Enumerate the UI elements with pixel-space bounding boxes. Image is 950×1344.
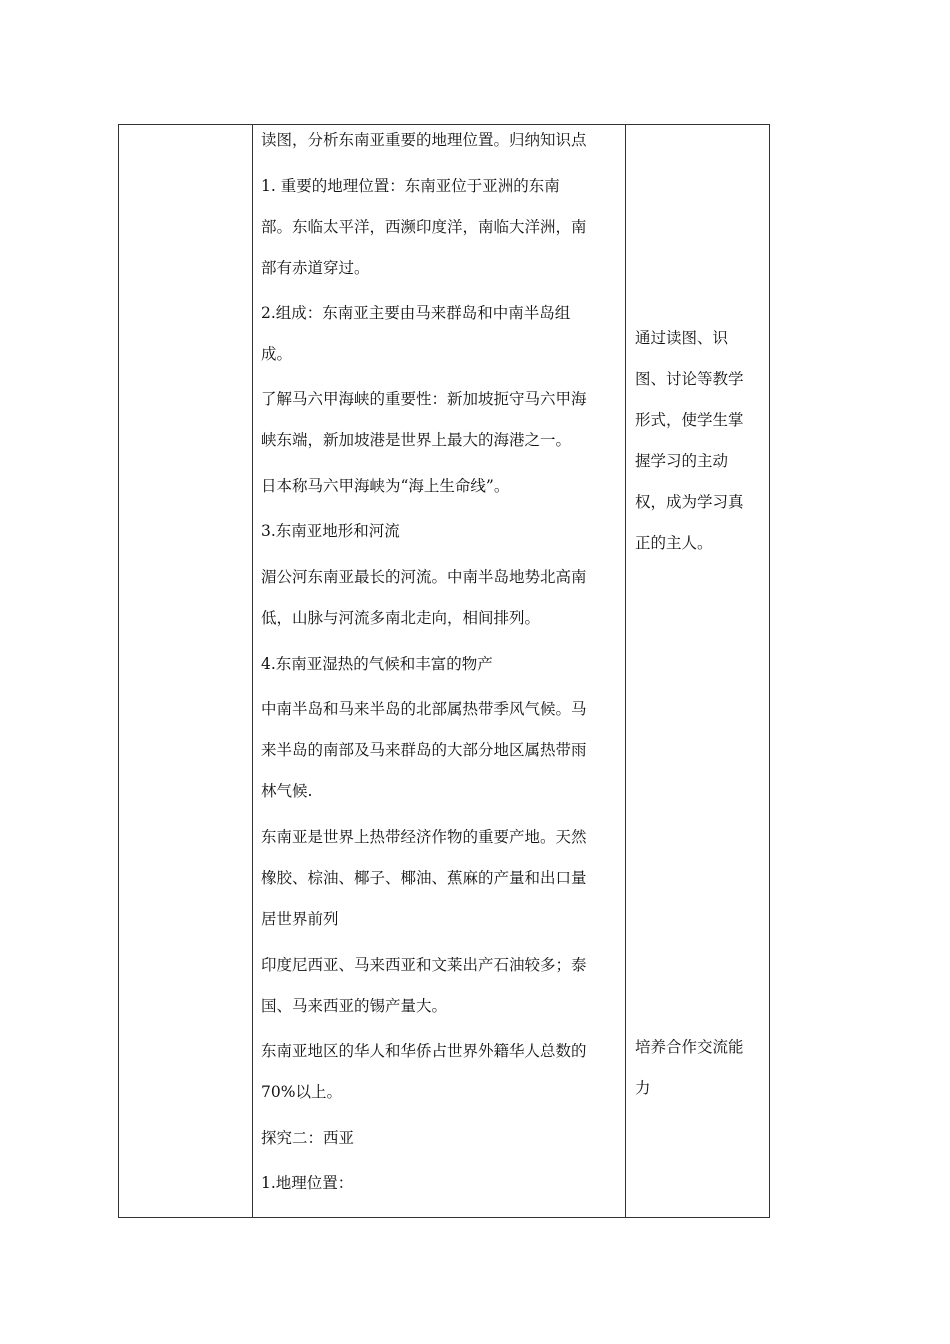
content-line-13: 4.东南亚湿热的气候和丰富的物产 bbox=[261, 655, 493, 673]
table-column-empty bbox=[119, 125, 253, 1217]
note-line-7: 培养合作交流能 bbox=[635, 1038, 744, 1056]
content-line-23: 70%以上。 bbox=[261, 1083, 342, 1101]
content-line-3: 部。东临太平洋，西濒印度洋，南临大洋洲，南 bbox=[261, 218, 587, 236]
content-line-14: 中南半岛和马来半岛的北部属热带季风气候。马 bbox=[261, 700, 587, 718]
content-line-7: 了解马六甲海峡的重要性：新加坡扼守马六甲海 bbox=[261, 390, 587, 408]
content-line-4: 部有赤道穿过。 bbox=[261, 259, 370, 277]
content-line-9: 日本称马六甲海峡为“海上生命线”。 bbox=[261, 477, 510, 495]
content-line-18: 橡胶、棕油、椰子、椰油、蕉麻的产量和出口量 bbox=[261, 869, 587, 887]
note-line-8: 力 bbox=[635, 1079, 651, 1097]
content-line-17: 东南亚是世界上热带经济作物的重要产地。天然 bbox=[261, 828, 587, 846]
content-line-21: 国、马来西亚的锡产量大。 bbox=[261, 997, 448, 1015]
table-column-notes bbox=[626, 125, 769, 1217]
content-line-24: 探究二：西亚 bbox=[261, 1129, 355, 1147]
lesson-table bbox=[118, 124, 770, 1218]
content-line-22: 东南亚地区的华人和华侨占世界外籍华人总数的 bbox=[261, 1042, 587, 1060]
content-line-5: 2.组成：东南亚主要由马来群岛和中南半岛组 bbox=[261, 304, 571, 322]
content-line-8: 峡东端，新加坡港是世界上最大的海港之一。 bbox=[261, 431, 572, 449]
content-line-20: 印度尼西亚、马来西亚和文莱出产石油较多；泰 bbox=[261, 956, 587, 974]
note-line-3: 形式，使学生掌 bbox=[635, 411, 744, 429]
content-line-12: 低，山脉与河流多南北走向，相间排列。 bbox=[261, 609, 541, 627]
content-line-19: 居世界前列 bbox=[261, 910, 339, 928]
content-line-2: 1. 重要的地理位置：东南亚位于亚洲的东南 bbox=[261, 177, 560, 195]
content-line-10: 3.东南亚地形和河流 bbox=[261, 522, 400, 540]
content-line-6: 成。 bbox=[261, 345, 293, 363]
note-line-5: 权，成为学习真 bbox=[635, 493, 744, 511]
content-line-15: 来半岛的南部及马来群岛的大部分地区属热带雨 bbox=[261, 741, 587, 759]
content-line-25: 1.地理位置： bbox=[261, 1174, 354, 1192]
note-line-2: 图、讨论等教学 bbox=[635, 370, 744, 388]
content-line-11: 湄公河东南亚最长的河流。中南半岛地势北高南 bbox=[261, 568, 587, 586]
note-line-1: 通过读图、识 bbox=[635, 329, 729, 347]
content-line-16: 林气候. bbox=[261, 782, 313, 800]
table-column-content bbox=[252, 125, 626, 1217]
content-line-1: 读图，分析东南亚重要的地理位置。归纳知识点 bbox=[261, 131, 587, 149]
note-line-6: 正的主人。 bbox=[635, 534, 713, 552]
note-line-4: 握学习的主动 bbox=[635, 452, 729, 470]
